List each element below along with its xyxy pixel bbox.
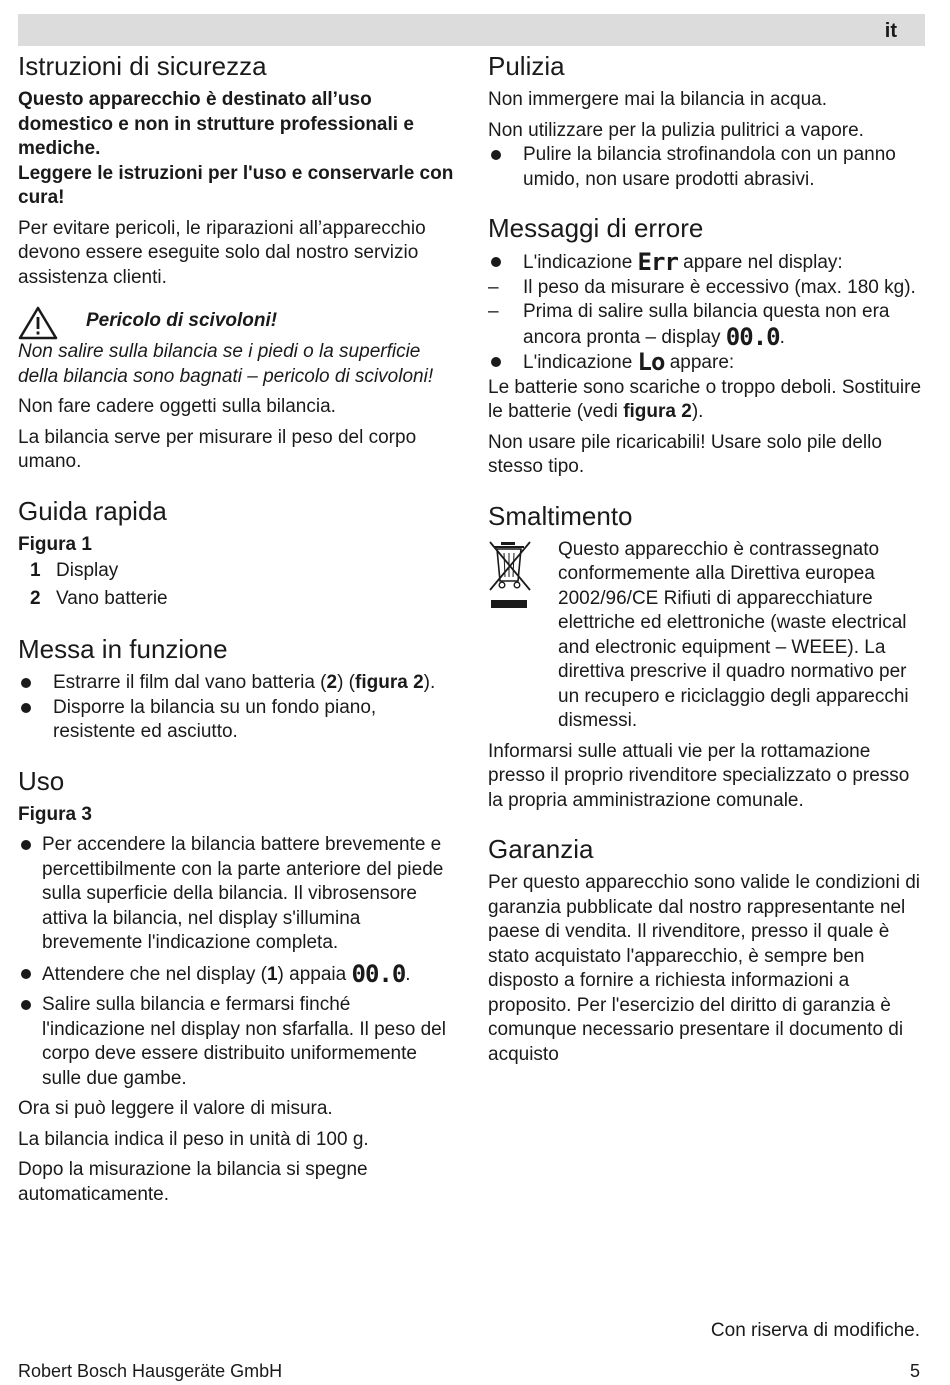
setup-bullet-1: Estrarre il film dal vano batteria (2) (figura 2). bbox=[18, 671, 458, 696]
disposal-section bbox=[488, 500, 928, 814]
errors-dash-1: – Il peso da misurare è eccessivo (max. 180 kg). bbox=[488, 276, 928, 301]
disposal-block bbox=[488, 538, 928, 734]
weee-bin-icon bbox=[488, 538, 558, 615]
errors-title: Messaggi di errore bbox=[488, 213, 704, 243]
quick-guide-item bbox=[18, 585, 458, 613]
cleaning-title: Pulizia bbox=[488, 51, 565, 81]
warning-triangle-icon bbox=[18, 306, 58, 340]
safety-repairs: Per evitare pericoli, le riparazioni all’apparecchio devono essere eseguite solo dal nostro servizio assistenza clienti. bbox=[18, 217, 426, 288]
display-err-readout: Err bbox=[637, 248, 678, 276]
item-number: 1 bbox=[30, 560, 41, 581]
use-section bbox=[18, 765, 458, 1208]
left-column bbox=[18, 50, 458, 1207]
language-header-bar bbox=[18, 14, 925, 46]
use-auto-off: Dopo la misurazione la bilancia si spegne automaticamente. bbox=[18, 1159, 368, 1205]
footer-company: Robert Bosch Hausgeräte GmbH bbox=[18, 1361, 283, 1381]
setup-section bbox=[18, 633, 458, 745]
slip-warning bbox=[18, 306, 458, 340]
warranty-title: Garanzia bbox=[488, 834, 594, 864]
setup-title: Messa in funzione bbox=[18, 634, 228, 664]
item-number: 2 bbox=[30, 588, 41, 609]
errors-bullet-1: L'indicazione Err appare nel display: bbox=[488, 250, 928, 276]
cleaning-bullet: Pulire la bilancia strofinandola con un panno umido, non usare prodotti abrasivi. bbox=[488, 143, 928, 192]
right-column bbox=[488, 50, 928, 1067]
use-bullet-1: Per accendere la bilancia battere brevemente e percettibilmente con la parte anteriore del piede sulla superficie della bilancia. Il vibrosensore attiva la bilancia, nel display s'illumina brevemente l'indicazione completa. bbox=[18, 833, 458, 956]
use-unit: La bilancia indica il peso in unità di 100 g. bbox=[18, 1128, 369, 1150]
warranty-section bbox=[488, 833, 928, 1067]
slip-warning-title: Pericolo di scivoloni! bbox=[86, 310, 278, 331]
errors-dash-2: – Prima di salire sulla bilancia questa non era ancora pronta – display 00.0. bbox=[488, 300, 928, 350]
disposal-title: Smaltimento bbox=[488, 500, 633, 531]
slip-warning-text: Non salire sulla bilancia se i piedi o la superficie della bilancia sono bagnati – pericolo di scivoloni! bbox=[18, 341, 434, 387]
errors-section bbox=[488, 212, 928, 480]
use-bullet-3: Salire sulla bilancia e fermarsi finché l'indicazione nel display non sfarfalla. Il peso del corpo deve essere distribuito uniformemente sulle due gambe. bbox=[18, 993, 458, 1091]
quick-guide-section bbox=[18, 495, 458, 614]
item-label: Vano batterie bbox=[56, 588, 168, 609]
use-read-value: Ora si può leggere il valore di misura. bbox=[18, 1098, 333, 1119]
disposal-info: Informarsi sulle attuali vie per la rottamazione presso il proprio rivenditore specializzato o presso la propria amministrazione comunale. bbox=[488, 740, 910, 811]
language-code: it bbox=[884, 20, 897, 42]
quick-guide-title: Guida rapida bbox=[18, 495, 167, 526]
disposal-text: Questo apparecchio è contrassegnato conformemente alla Direttiva europea 2002/96/CE Rifiuti di apparecchiature elettriche ed elettroniche (waste electrical and electronic equipment – WEEE). La direttiva prescrive il quadro normativo per un recupero e riciclaggio degli apparecchi dismessi. bbox=[558, 538, 909, 731]
item-label: Display bbox=[56, 560, 119, 581]
cleaning-p2: Non utilizzare per la pulizia pulitrici a vapore. bbox=[488, 119, 864, 141]
display-zero-readout: 00.0 bbox=[725, 322, 780, 351]
errors-no-rechargeable: Non usare pile ricaricabili! Usare solo pile dello stesso tipo. bbox=[488, 431, 882, 477]
quick-guide-item bbox=[18, 557, 458, 585]
use-bullet-2: Attendere che nel display (1) appaia 00.0. bbox=[18, 962, 458, 988]
safety-bold-1: Questo apparecchio è destinato all’uso domestico e non in strutture professionali e mediche. bbox=[18, 89, 414, 159]
safety-title: Istruzioni di sicurezza bbox=[18, 51, 267, 81]
setup-bullet-2: Disporre la bilancia su un fondo piano, resistente ed asciutto. bbox=[18, 696, 458, 745]
errors-bullet-2: L'indicazione Lo appare: bbox=[488, 350, 928, 376]
safety-no-drop: Non fare cadere oggetti sulla bilancia. bbox=[18, 396, 336, 417]
safety-purpose: La bilancia serve per misurare il peso del corpo umano. bbox=[18, 426, 417, 472]
use-title: Uso bbox=[18, 765, 65, 796]
use-figure: Figura 3 bbox=[18, 803, 92, 825]
page-number: 5 bbox=[909, 1361, 920, 1381]
footer-note: Con riserva di modifiche. bbox=[710, 1320, 920, 1341]
display-lo-readout: Lo bbox=[637, 348, 665, 376]
safety-bold-2: Leggere le istruzioni per l'uso e conservarle con cura! bbox=[18, 162, 454, 208]
cleaning-section bbox=[488, 50, 928, 192]
cleaning-p1: Non immergere mai la bilancia in acqua. bbox=[488, 89, 827, 110]
display-zero-readout: 00.0 bbox=[351, 959, 406, 988]
errors-batteries: Le batterie sono scariche o troppo deboli. Sostituire le batterie (vedi figura 2). bbox=[488, 376, 922, 422]
warranty-text: Per questo apparecchio sono valide le condizioni di garanzia pubblicate dal nostro rappresentante nel paese di vendita. Il rivenditore, presso il quale è stato acquistato l'apparecchio, è sempre ben disposto a fornire a richiesta informazioni a proposito. Per l'esercizio del diritto di garanzia è comunque necessario presentare il documento di acquisto bbox=[488, 872, 920, 1065]
safety-section bbox=[18, 50, 458, 475]
quick-guide-figure: Figura 1 bbox=[18, 533, 92, 555]
